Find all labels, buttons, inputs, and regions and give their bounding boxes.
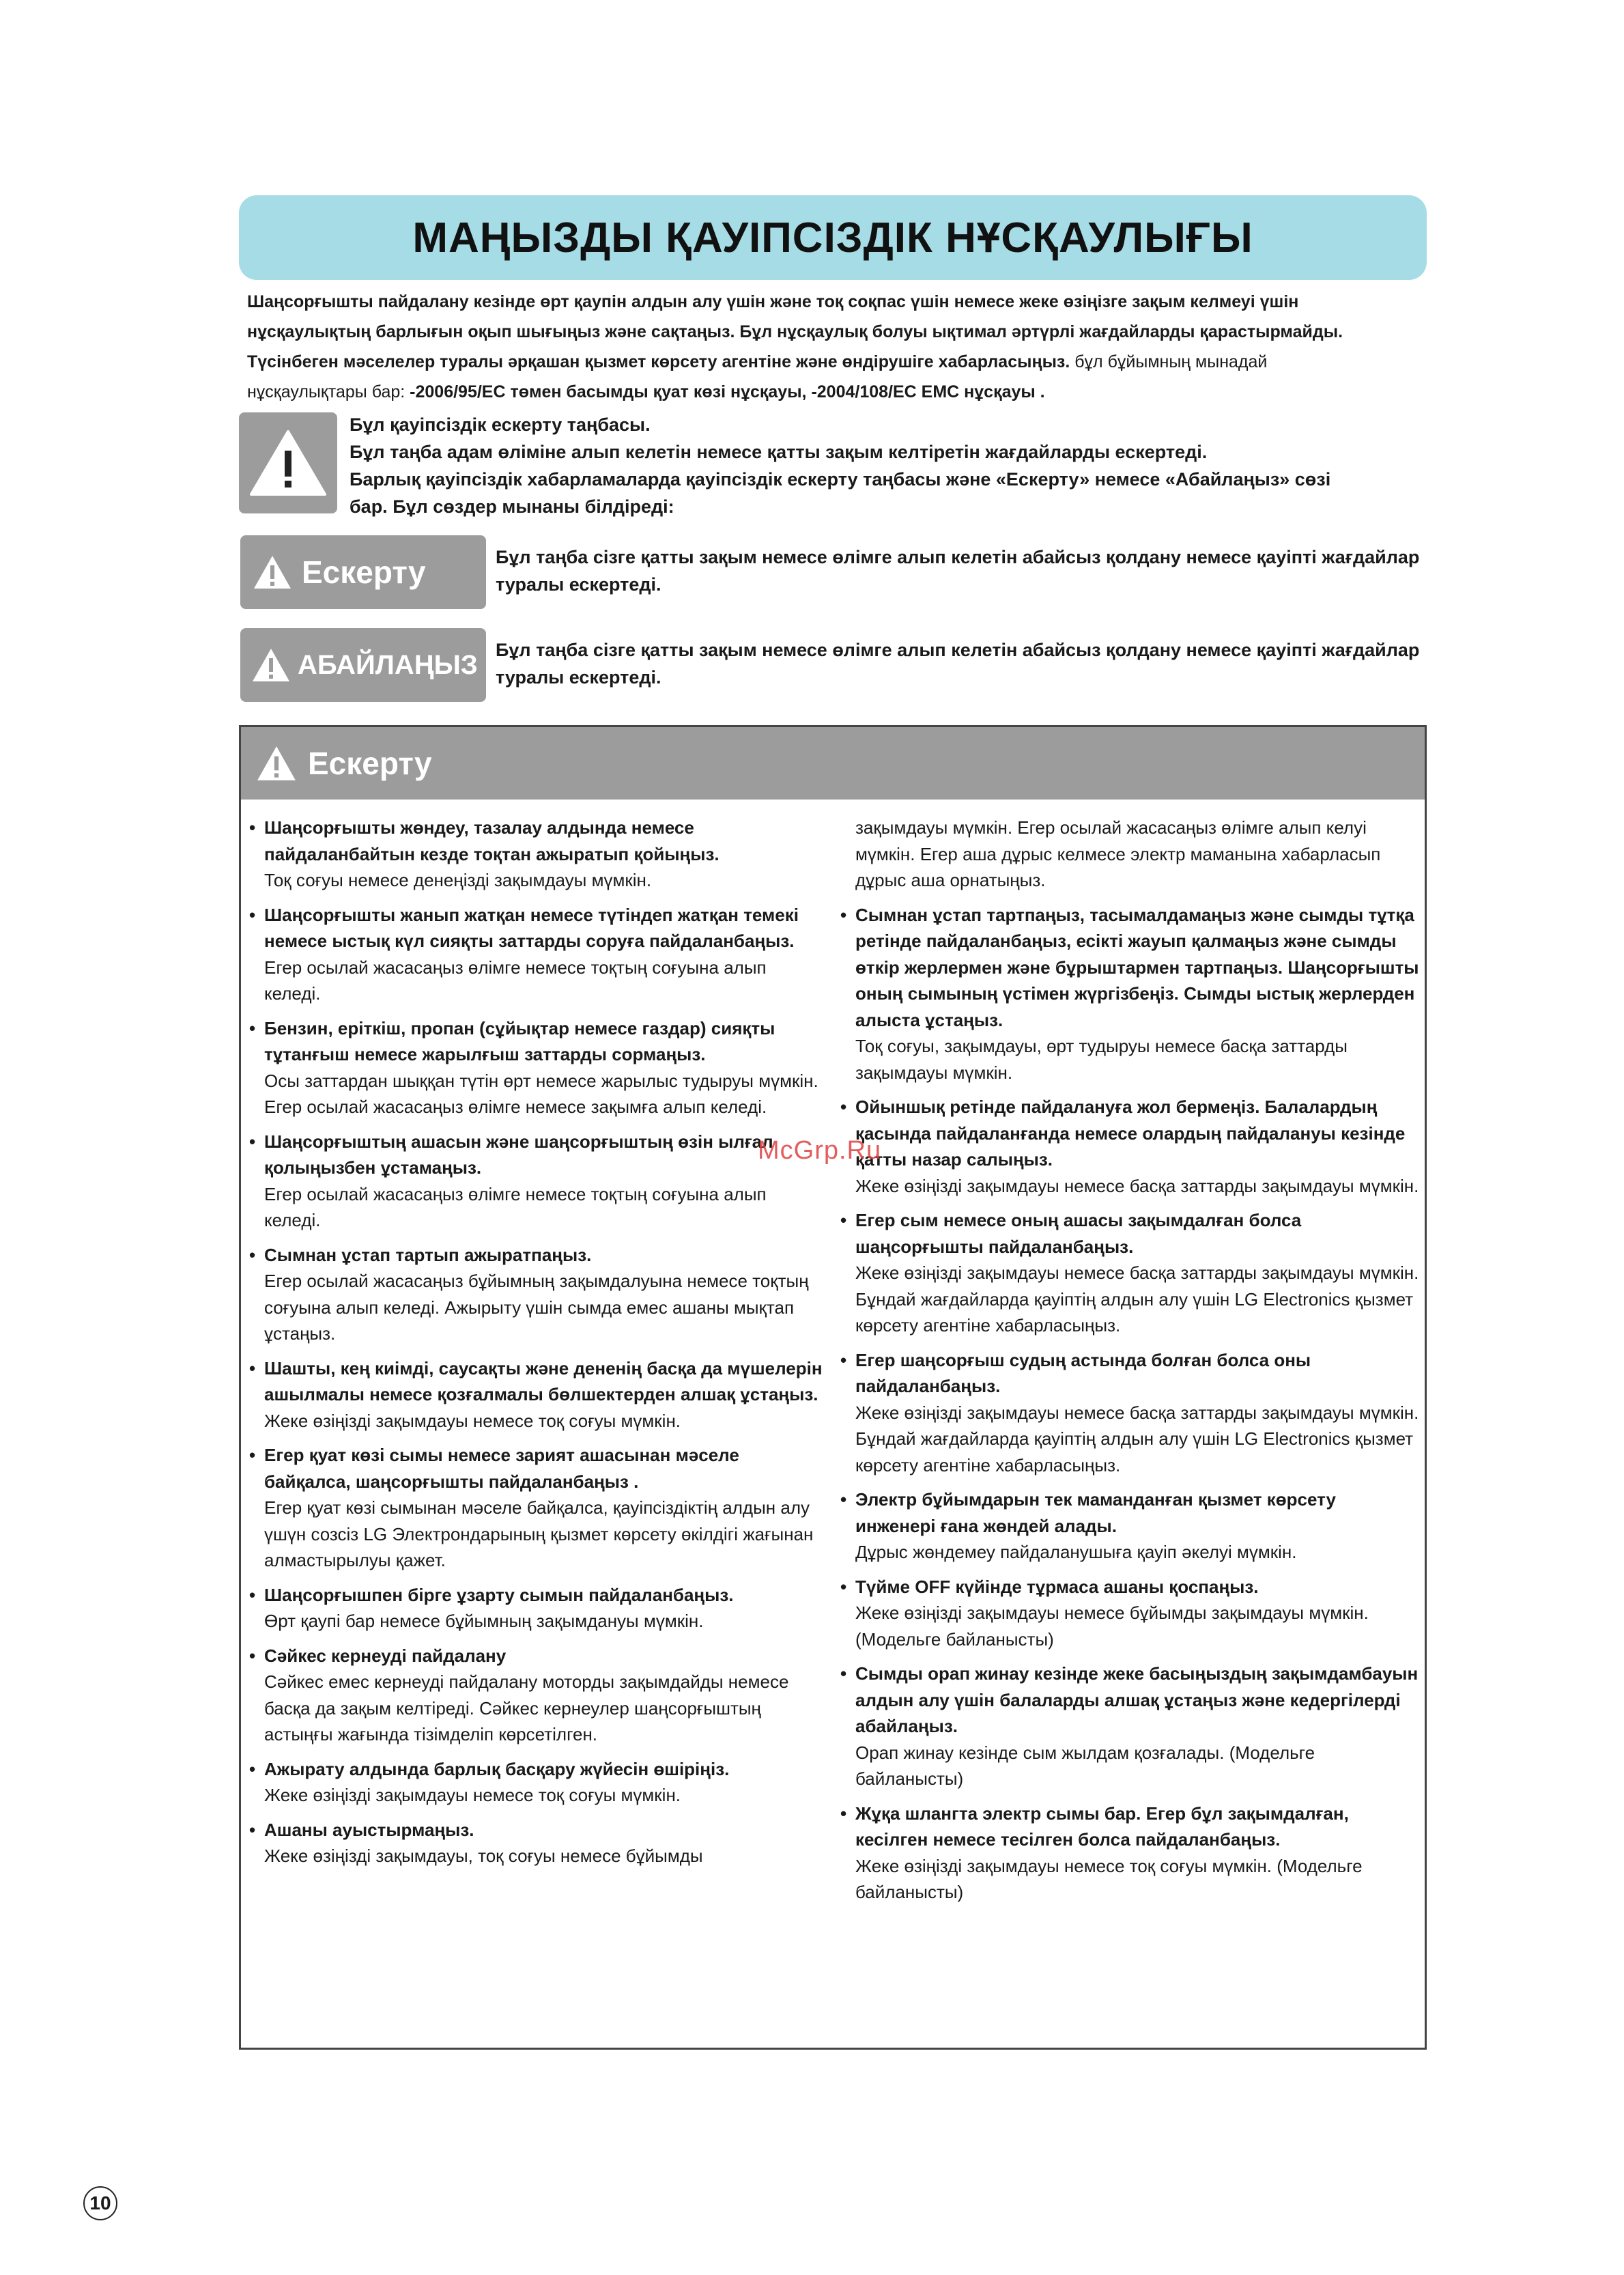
- watermark: McGrp.Ru: [758, 1136, 882, 1165]
- caution-label-text: АБАЙЛАҢЫЗ: [298, 649, 478, 680]
- list-item: • Егер шаңсорғыш судың астында болған болса оны пайдаланбаңыз. Жеке өзіңізді зақымдауы немесе басқа заттарды зақымдауы мүмкін. Бұндай жағдайларда қауіптің алдын алу үшін LG Electronics қызмет көрсету агентіне хабарласыңыз.: [840, 1349, 1419, 1475]
- list-item: • Ажырату алдында барлық басқару жүйесін өшіріңіз. Жеке өзіңізді зақымдауы немесе тоқ соғуы мүмкін.: [249, 1758, 730, 1805]
- page-number: 10: [83, 2186, 117, 2220]
- warning-label-text: Ескерту: [302, 554, 426, 590]
- warning-column-left: [249, 815, 827, 1878]
- warning-section-title: Ескерту: [308, 746, 432, 781]
- warning-column-right: [840, 815, 1421, 1914]
- list-item: • Шаңсорғышты жанып жатқан немесе түтіндеп жатқан темекі немесе ыстық күл сияқты заттарды соруға пайдаланбаңыз. Егер осылай жасасаңыз өлімге немесе тоқтың соғуына алып келеді.: [249, 904, 799, 1004]
- intro-line-1: Шаңсорғышты пайдалану кезінде өрт қаупін алдын алу үшін және тоқ соқпас үшін немесе жеке өзіңізге зақым келмеуі үшін: [247, 292, 1299, 311]
- list-item: • Шаңсорғыштың ашасын және шаңсорғыштың өзін ылғал қолыңызбен ұстамаңыз. Егер осылай жасасаңыз өлімге немесе тоқтың соғуына алып келеді.: [249, 1131, 773, 1230]
- list-item: • Егер сым немесе оның ашасы зақымдалған болса шаңсорғышты пайдаланбаңыз. Жеке өзіңізді зақымдауы немесе басқа заттарды зақымдауы мүмкін. Бұндай жағдайларда қауіптің алдын алу үшін LG Electronics қызмет көрсету агентіне хабарласыңыз.: [840, 1210, 1419, 1336]
- list-item: • Шаңсорғышпен бірге ұзарту сымын пайдаланбаңыз. Өрт қаупі бар немесе бұйымның зақымдануы мүмкін.: [249, 1584, 734, 1631]
- caution-label-description: Бұл таңба сізге қатты зақым немесе өлімге алып келетін абайсыз қолдану немесе қауіпті жағдайлар туралы ескертеді.: [496, 640, 1420, 688]
- safety-symbol-explanation: Бұл қауіпсіздік ескерту таңбасы. Бұл таңба адам өліміне алып келетін немесе қатты зақым келтіретін жағдайларды ескертеді. Барлық қауіпсіздік хабарламаларда қауіпсіздік ескерту таңбасы және «Ескерту» немесе «Абайлаңыз» сөзі бар. Бұл сөздер мынаны білдіреді:: [350, 414, 1331, 517]
- intro-line-3: Түсінбеген мәселелер туралы әрқашан қызмет көрсету агентіне және өндірушіге хабарласыңыз. бұл бұйымның мынадай: [247, 352, 1268, 371]
- intro-text: [247, 287, 1421, 407]
- warning-label: [240, 535, 486, 609]
- list-item: • Егер қуат көзі сымы немесе зарият ашасынан мәселе байқалса, шаңсорғышты пайдаланбаңыз . Егер қуат көзі сымынан мәселе байқалса, қауіпсіздіктің алдын алу үшүн созсіз LG Электрондарының қызмет көрсету өкілдігі жағынан алмастырылуы қажет.: [249, 1445, 814, 1570]
- warning-triangle-icon: [251, 647, 291, 683]
- list-item: • Сымнан ұстап тартпаңыз, тасымалдамаңыз және сымды тұтқа ретінде пайдаланбаңыз, есікті жауып қалмаңыз және сымды өткір жерлермен және бұрыштармен тартпаңыз. Шаңсорғышты оның сымының үстімен жүргізбеңіз. Сымды ыстық жерлерден алыста ұстаңыз. Тоқ соғуы, зақымдауы, өрт тудыруы немесе басқа заттарды зақымдауы мүмкін.: [840, 904, 1419, 1083]
- list-item: • Бензин, еріткіш, пропан (сұйықтар немесе газдар) сияқты тұтанғыш немесе жарылғыш заттарды сормаңыз. Осы заттардан шыққан түтін өрт немесе жарылыс тудыруы мүмкін. Егер осылай жасасаңыз өлімге немесе зақымға алып келеді.: [249, 1017, 818, 1117]
- title-banner: [239, 195, 1427, 280]
- list-item: • Жұқа шлангта электр сымы бар. Егер бұл зақымдалған, кесілген немесе тесілген болса пайдаланбаңыз. Жеке өзіңізді зақымдауы немесе тоқ соғуы мүмкін. (Модельге байланысты): [840, 1803, 1363, 1902]
- warning-label-description: Бұл таңба сізге қатты зақым немесе өлімге алып келетін абайсыз қолдану немесе қауіпті жағдайлар туралы ескертеді.: [496, 547, 1420, 595]
- warning-triangle-icon: [253, 554, 292, 590]
- list-item: • Электр бұйымдарын тек маманданған қызмет көрсету инженері ғана жөндей алады. Дұрыс жөндемеу пайдаланушыға қауіп әкелуі мүмкін.: [840, 1489, 1336, 1562]
- safety-alert-symbol-box: [239, 412, 337, 513]
- page-title: МАҢЫЗДЫ ҚАУІПСІЗДІК НҰСҚАУЛЫҒЫ: [412, 214, 1253, 262]
- list-item: • Шаңсорғышты жөндеу, тазалау алдында немесе пайдаланбайтын кезде тоқтан ажыратып қойыңыз. Тоқ соғуы немесе денеңізді зақымдауы мүмкін.: [249, 817, 720, 890]
- list-item-continuation: зақымдауы мүмкін. Егер осылай жасасаңыз өлімге алып келуі мүмкін. Егер аша дұрыс келмесе электр маманына хабарласып дұрыс аша орнатыңыз.: [855, 817, 1381, 890]
- warning-triangle-icon: [248, 427, 328, 498]
- list-item: • Ашаны ауыстырмаңыз. Жеке өзіңізді зақымдауы, тоқ соғуы немесе бұйымды: [249, 1819, 703, 1866]
- intro-line-4: нұсқаулықтары бар: -2006/95/EC төмен басымды қуат көзі нұсқауы, -2004/108/EC EMC нұсқауы .: [247, 382, 1045, 401]
- caution-label: [240, 628, 486, 702]
- warning-section: [239, 725, 1427, 2050]
- list-item: • Түйме OFF күйінде тұрмаса ашаны қоспаңыз. Жеке өзіңізді зақымдауы немесе бұйымды зақымдауы мүмкін. (Модельге байланысты): [840, 1576, 1369, 1650]
- list-item: • Сымнан ұстап тартып ажыратпаңыз. Егер осылай жасасаңыз бұйымның зақымдалуына немесе тоқтың соғуына алып келеді. Ажырыту үшін сымда емес ашаны мықтап ұстаңыз.: [249, 1244, 809, 1344]
- list-item: • Ойыншық ретінде пайдалануға жол бермеңіз. Балалардың қасында пайдаланғанда немесе олардың пайдалануы кезінде қатты назар салыңыз. Жеке өзіңізді зақымдауы немесе басқа заттарды зақымдауы мүмкін.: [840, 1097, 1419, 1196]
- list-item: • Шашты, кең киімді, саусақты және дененің басқа да мүшелерін ашылмалы немесе қозғалмалы бөлшектерден алшақ ұстаңыз. Жеке өзіңізді зақымдауы немесе тоқ соғуы мүмкін.: [249, 1357, 823, 1431]
- warning-section-header: [241, 727, 1425, 800]
- list-item: • Сәйкес кернеуді пайдалану Сәйкес емес кернеуді пайдалану моторды зақымдайды немесе басқа да зақым келтіреді. Сәйкес кернеулер шаңсорғыштың астыңғы жағында тізімделіп көрсетілген.: [249, 1645, 789, 1744]
- intro-line-2: нұсқаулықтың барлығын оқып шығыңыз және сақтаңыз. Бұл нұсқаулық болуы ықтимал әртүрлі жағдайларды қарастырмайды.: [247, 322, 1343, 341]
- list-item: • Сымды орап жинау кезінде жеке басыңыздың зақымдамбауын алдын алу үшін балаларды алшақ ұстаңыз және кедергілерді абайлаңыз. Орап жинау кезінде сым жылдам қозғалады. (Модельге байланысты): [840, 1663, 1419, 1789]
- warning-triangle-icon: [256, 745, 297, 782]
